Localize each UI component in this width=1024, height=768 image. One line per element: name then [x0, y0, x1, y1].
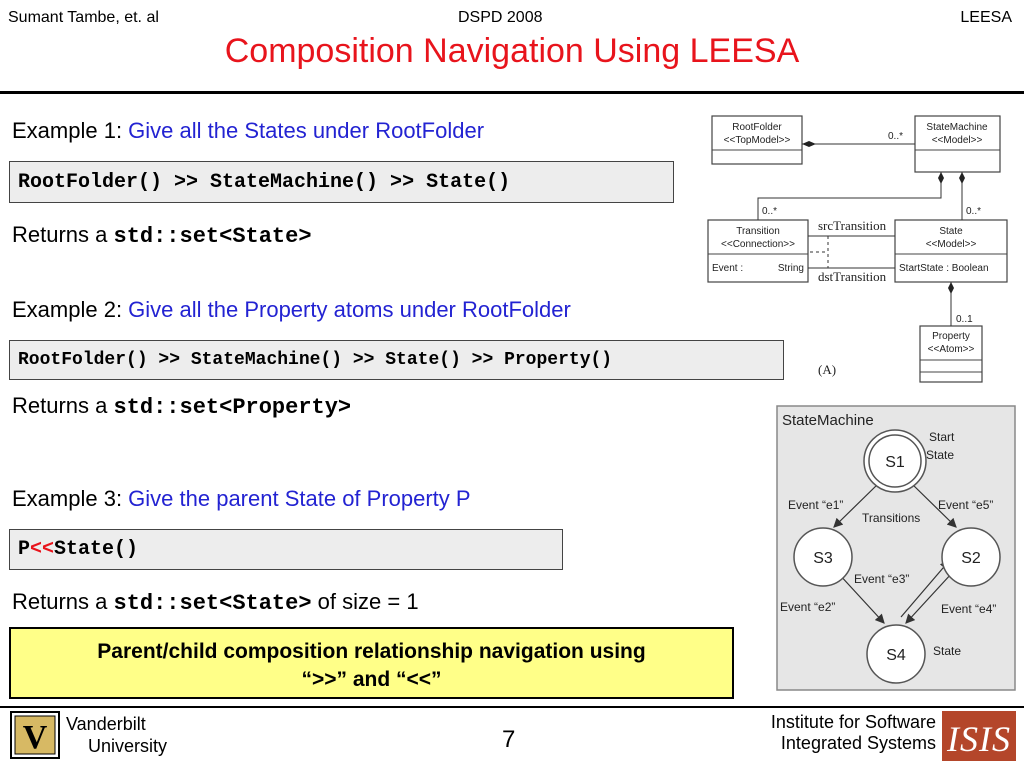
uml-state-property-link [948, 282, 973, 326]
example2-returns-type: std::set<Property> [113, 395, 352, 420]
example3-returns [12, 589, 419, 616]
example1-returns [12, 222, 312, 249]
statemachine-diagram [776, 405, 1016, 691]
event-e2-label: Event “e2” [780, 600, 836, 614]
example1-label: Example 1: [12, 118, 129, 143]
example3-code [9, 529, 563, 570]
uml-sm-state-link [959, 172, 981, 220]
summary-note-line1: Parent/child composition relationship navigation using [97, 640, 646, 663]
isis-name-line2: Integrated Systems [780, 733, 936, 753]
uml-state-attr: StartState : Boolean [899, 263, 989, 274]
uml-property-class [920, 326, 982, 382]
example1-returns-type: std::set<State> [113, 224, 312, 249]
isis-name-line1: Institute for Software [770, 712, 936, 732]
event-e3-label: Event “e3” [854, 572, 910, 586]
example1-description: Give all the States under RootFolder [128, 118, 485, 143]
uml-statemachine-stereo: <<Model>> [931, 135, 983, 146]
example3-code-p: P [18, 538, 31, 561]
uml-dst-label: dstTransition [818, 269, 887, 284]
uml-mult-trans: 0..* [762, 206, 778, 217]
start-state-label-1: Start [929, 430, 955, 444]
uml-rootfolder-class [712, 116, 802, 164]
uml-property-name: Property [932, 331, 970, 342]
isis-logo [942, 711, 1016, 761]
state-s3-label: S3 [813, 550, 833, 567]
page-title: Composition Navigation Using LEESA [224, 32, 800, 70]
example3-returns-prefix: Returns a [12, 589, 114, 614]
uml-rootfolder-stereo: <<TopModel>> [723, 135, 791, 146]
vanderbilt-logo [10, 711, 60, 759]
uml-transition-class [708, 220, 808, 282]
uml-property-stereo: <<Atom>> [927, 344, 975, 355]
uml-mult-prop: 0..1 [956, 314, 973, 325]
example3-returns-type: std::set<State> [113, 591, 312, 616]
uml-src-label: srcTransition [818, 218, 887, 233]
summary-note [9, 627, 734, 699]
example1-returns-prefix: Returns a [12, 222, 114, 247]
page-number: 7 [502, 726, 516, 753]
example3-description: Give the parent State of Property P [128, 486, 471, 511]
uml-figure-label: (A) [818, 362, 837, 377]
state-s2-label: S2 [961, 550, 981, 567]
uml-mult-root-sm: 0..* [888, 131, 904, 142]
state-s1-label: S1 [885, 454, 905, 471]
example2-label: Example 2: [12, 297, 129, 322]
example1-code: RootFolder() >> StateMachine() >> State() [9, 161, 674, 203]
state-s4-label: S4 [886, 647, 906, 664]
vanderbilt-logo-letter: V [22, 719, 48, 756]
uml-sm-transition-link [758, 172, 944, 220]
university-name-line1: Vanderbilt [66, 714, 146, 734]
header-author: Sumant Tambe, et. al [8, 9, 159, 26]
uml-root-sm-link [802, 131, 915, 147]
example2-returns-prefix: Returns a [12, 393, 114, 418]
uml-statemachine-class [915, 116, 1000, 172]
event-e1-label: Event “e1” [788, 498, 844, 512]
start-state-label-2: State [926, 448, 955, 462]
uml-state-name: State [939, 226, 963, 237]
event-e4-label: Event “e4” [941, 602, 997, 616]
header-conference: DSPD 2008 [458, 9, 543, 26]
footer-divider [0, 706, 1024, 708]
state-s2 [942, 528, 1000, 586]
state-s4 [867, 625, 925, 683]
uml-mult-state: 0..* [966, 206, 982, 217]
example2-heading [12, 297, 571, 323]
uml-state-class [895, 220, 1007, 282]
transitions-label: Transitions [862, 511, 921, 525]
header-project: LEESA [960, 9, 1012, 26]
uml-statemachine-name: StateMachine [926, 122, 988, 133]
example2-returns [12, 393, 351, 420]
example3-heading [12, 486, 471, 512]
statemachine-title: StateMachine [782, 412, 874, 429]
example3-label: Example 3: [12, 486, 129, 511]
isis-logo-letters: ISIS [947, 719, 1011, 759]
uml-metamodel-diagram [700, 108, 1015, 390]
example3-code-operator: << [30, 538, 55, 561]
university-name-line2: University [88, 736, 168, 756]
event-e5-label: Event “e5” [938, 498, 994, 512]
example2-code: RootFolder() >> StateMachine() >> State() >> Property() [9, 340, 784, 380]
state-s3 [794, 528, 852, 586]
example1-heading [12, 118, 484, 144]
example2-description: Give all the Property atoms under RootFolder [128, 297, 571, 322]
uml-transition-attr-type: String [777, 263, 804, 274]
title-divider [0, 91, 1024, 94]
summary-note-line2: “>>” and “<<” [301, 668, 442, 691]
uml-transition-stereo: <<Connection>> [721, 239, 795, 250]
uml-transition-attr-name: Event : [712, 263, 744, 274]
state-caption-label: State [933, 644, 962, 658]
uml-state-stereo: <<Model>> [925, 239, 977, 250]
uml-src-dst-links [808, 218, 895, 284]
uml-transition-name: Transition [736, 226, 780, 237]
isis-name [771, 712, 936, 754]
state-s1 [864, 430, 926, 492]
example3-code-rest: State() [54, 538, 139, 561]
example3-returns-suffix: of size = 1 [311, 589, 419, 614]
uml-rootfolder-name: RootFolder [732, 122, 782, 133]
